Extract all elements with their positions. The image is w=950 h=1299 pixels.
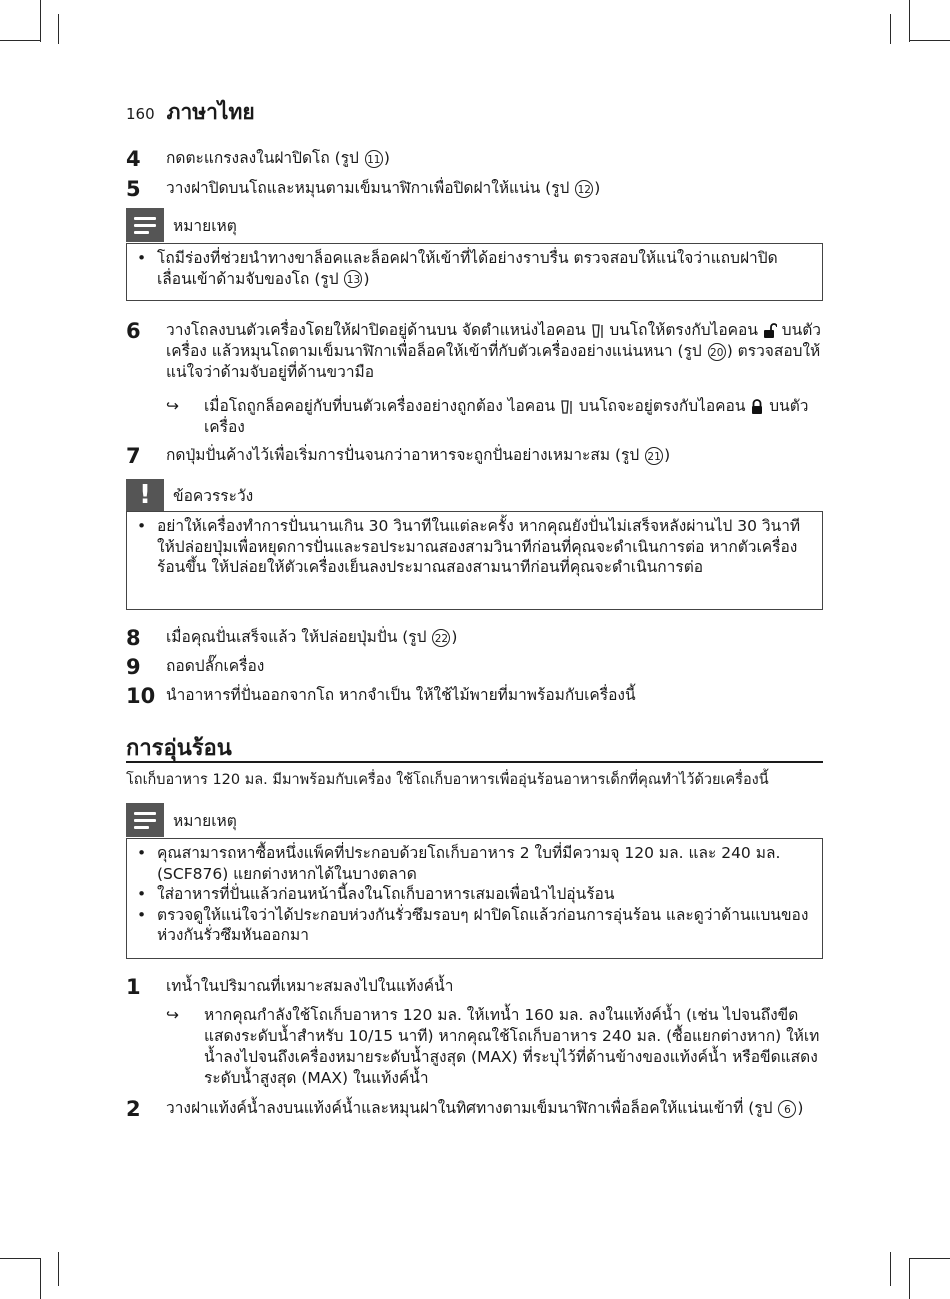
step-number: 10 — [126, 684, 156, 708]
step-number: 1 — [126, 975, 141, 999]
note-bullet: • โถมีร่องที่ช่วยนำทางขาล็อคและล็อคฝาให้เข้าที่ได้อย่างราบรื่น ตรวจสอบให้แน่ใจว่าแถบฝาปิดเลื่อนเข้าด้ามจับของโถ (รูป 13 ) — [137, 249, 778, 288]
step-text: กดตะแกรงลงในฝาปิดโถ (รูป 11 ) — [166, 149, 390, 167]
step-6 — [126, 320, 826, 383]
step-number: 2 — [126, 1097, 141, 1121]
step-number: 9 — [126, 655, 141, 679]
step-4 — [126, 148, 826, 170]
section-divider — [126, 761, 823, 763]
section-title: การอุ่นร้อน — [126, 736, 232, 761]
step-5 — [126, 178, 826, 200]
note-bullet: • ใส่อาหารที่ปั่นแล้วก่อนหน้านี้ลงในโถเก็บอาหารเสมอเพื่อนำไปอุ่นร้อน — [137, 885, 615, 903]
step-text: กดปุ่มปั่นค้างไว้เพื่อเริ่มการปั่นจนกว่าอาหารจะถูกปั่นอย่างเหมาะสม (รูป 21 ) — [166, 446, 671, 464]
step-number: 6 — [126, 319, 141, 343]
crop-mark — [58, 1252, 59, 1286]
step-number: 4 — [126, 147, 141, 171]
page-header — [126, 96, 255, 129]
warning-box — [126, 511, 823, 610]
result-arrow-icon: ↪ — [166, 397, 179, 415]
crop-mark — [909, 1258, 910, 1299]
warning-header — [126, 479, 253, 511]
figure-ref: 6 — [778, 1100, 796, 1118]
heating-step-1 — [126, 976, 826, 998]
note-title: หมายเหตุ — [173, 216, 237, 235]
warning-bullet: • อย่าให้เครื่องทำการปั่นนานเกิน 30 วินาทีในแต่ละครั้ง หากคุณยังปั่นไม่เสร็จหลังผ่านไป 30 วินาที ให้ปล่อยปุ่มเพื่อหยุดการปั่นและรอประมาณสองสามวินาทีก่อนที่คุณจะดำเนินการต่อ หากตัวเครื่องร้อนขึ้น ให้ปล่อยให้ตัวเครื่องเย็นลงประมาณสองสามนาทีก่อนที่คุณจะดำเนินการต่อ — [137, 517, 801, 576]
page-number: 160 — [126, 105, 155, 123]
step-text: วางโถลงบนตัวเครื่องโดยให้ฝาปิดอยู่ด้านบน จัดตำแหน่งไอคอน บนโถให้ตรงกับไอคอน บนตัวเครื่อง แล้วหมุนโถตามเข็มนาฬิกาเพื่อล็อคให้เข้าที่กับตัวเครื่องอย่างแน่นหนา (รูป 20 ) ตรวจสอบให้แน่ใจว่าด้ามจับอยู่ที่ด้านขวามือ — [166, 321, 821, 381]
step-text: เทน้ำในปริมาณที่เหมาะสมลงไปในแท้งค์น้ำ — [166, 977, 454, 995]
figure-ref: 12 — [575, 180, 593, 198]
crop-mark — [890, 14, 891, 44]
note-header — [126, 803, 237, 837]
figure-ref: 22 — [432, 629, 450, 647]
crop-mark — [909, 0, 910, 42]
note-box — [126, 838, 823, 959]
crop-mark — [58, 14, 59, 44]
crop-mark — [0, 1258, 40, 1259]
step-9 — [126, 656, 826, 678]
heating-step-1-result: ↪ หากคุณกำลังใช้โถเก็บอาหาร 120 มล. ให้เทน้ำ 160 มล. ลงในแท้งค์น้ำ (เช่น ไปจนถึงขีดแสดงระดับน้ำสำหรับ 10/15 นาที) หากคุณใช้โถเก็บอาหาร 240 มล. (ซื้อแยกต่างหาก) ให้เทน้ำลงไปจนถึงเครื่องหมายระดับน้ำสูงสุด (MAX) ที่ระบุไว้ที่ด้านข้างของแท้งค์น้ำ หรือขีดแสดงระดับน้ำสูงสุด (MAX) ในแท้งค์น้ำ — [166, 1006, 820, 1087]
note-icon — [126, 803, 164, 837]
crop-mark — [40, 1258, 41, 1299]
crop-mark — [910, 1258, 950, 1259]
crop-mark — [910, 40, 950, 41]
heating-step-2 — [126, 1098, 826, 1120]
note-bullet: • ตรวจดูให้แน่ใจว่าได้ประกอบห่วงกันรั่วซึมรอบๆ ฝาปิดโถแล้วก่อนการอุ่นร้อน และดูว่าด้านแบนของห่วงกันรั่วซึมหันออกมา — [137, 905, 809, 944]
warning-icon: ! — [126, 479, 164, 511]
step-text: วางฝาปิดบนโถและหมุนตามเข็มนาฬิกาเพื่อปิดฝาให้แน่น (รูป 12 ) — [166, 179, 601, 197]
step-6-result: ↪ เมื่อโถถูกล็อคอยู่กับที่บนตัวเครื่องอย่างถูกต้อง ไอคอน บนโถจะอยู่ตรงกับไอคอน บนตัวเครื่อง — [166, 397, 809, 436]
step-number: 7 — [126, 444, 141, 468]
figure-ref: 11 — [365, 150, 383, 168]
step-number: 8 — [126, 626, 141, 650]
section-intro: โถเก็บอาหาร 120 มล. มีมาพร้อมกับเครื่อง ใช้โถเก็บอาหารเพื่ออุ่นร้อนอาหารเด็กที่คุณทำไว้ด้วยเครื่องนี้ — [126, 772, 769, 788]
jar-align-icon — [591, 323, 605, 339]
figure-ref: 20 — [708, 343, 726, 361]
lock-icon — [750, 399, 764, 415]
step-text: ถอดปลั๊กเครื่อง — [166, 657, 265, 675]
crop-mark — [0, 40, 40, 41]
step-number: 5 — [126, 177, 141, 201]
step-text: เมื่อคุณปั่นเสร็จแล้ว ให้ปล่อยปุ่มปั่น (รูป 22 ) — [166, 628, 458, 646]
warning-title: ข้อควรระวัง — [173, 486, 254, 505]
note-icon — [126, 208, 164, 242]
note-header — [126, 208, 237, 242]
step-7 — [126, 445, 826, 467]
figure-ref: 21 — [645, 447, 663, 465]
step-8 — [126, 627, 826, 649]
crop-mark — [40, 0, 41, 42]
result-arrow-icon: ↪ — [166, 1006, 179, 1024]
note-title: หมายเหตุ — [173, 811, 237, 830]
jar-align-icon — [560, 399, 574, 415]
note-box — [126, 243, 823, 301]
crop-mark — [890, 1252, 891, 1286]
note-bullet: • คุณสามารถหาซื้อหนึ่งแพ็คที่ประกอบด้วยโถเก็บอาหาร 2 ใบที่มีความจุ 120 มล. และ 240 มล. (SCF876) แยกต่างหากได้ในบางตลาด — [137, 844, 781, 883]
step-10 — [126, 685, 826, 707]
page-language-title: ภาษาไทย — [166, 100, 255, 124]
unlock-icon — [763, 323, 777, 339]
figure-ref: 13 — [344, 270, 362, 288]
step-text: วางฝาแท้งค์น้ำลงบนแท้งค์น้ำและหมุนฝาในทิศทางตามเข็มนาฬิกาเพื่อล็อคให้แน่นเข้าที่ (รูป 6 ) — [166, 1099, 804, 1117]
step-text: นำอาหารที่ปั่นออกจากโถ หากจำเป็น ให้ใช้ไม้พายที่มาพร้อมกับเครื่องนี้ — [166, 686, 636, 704]
